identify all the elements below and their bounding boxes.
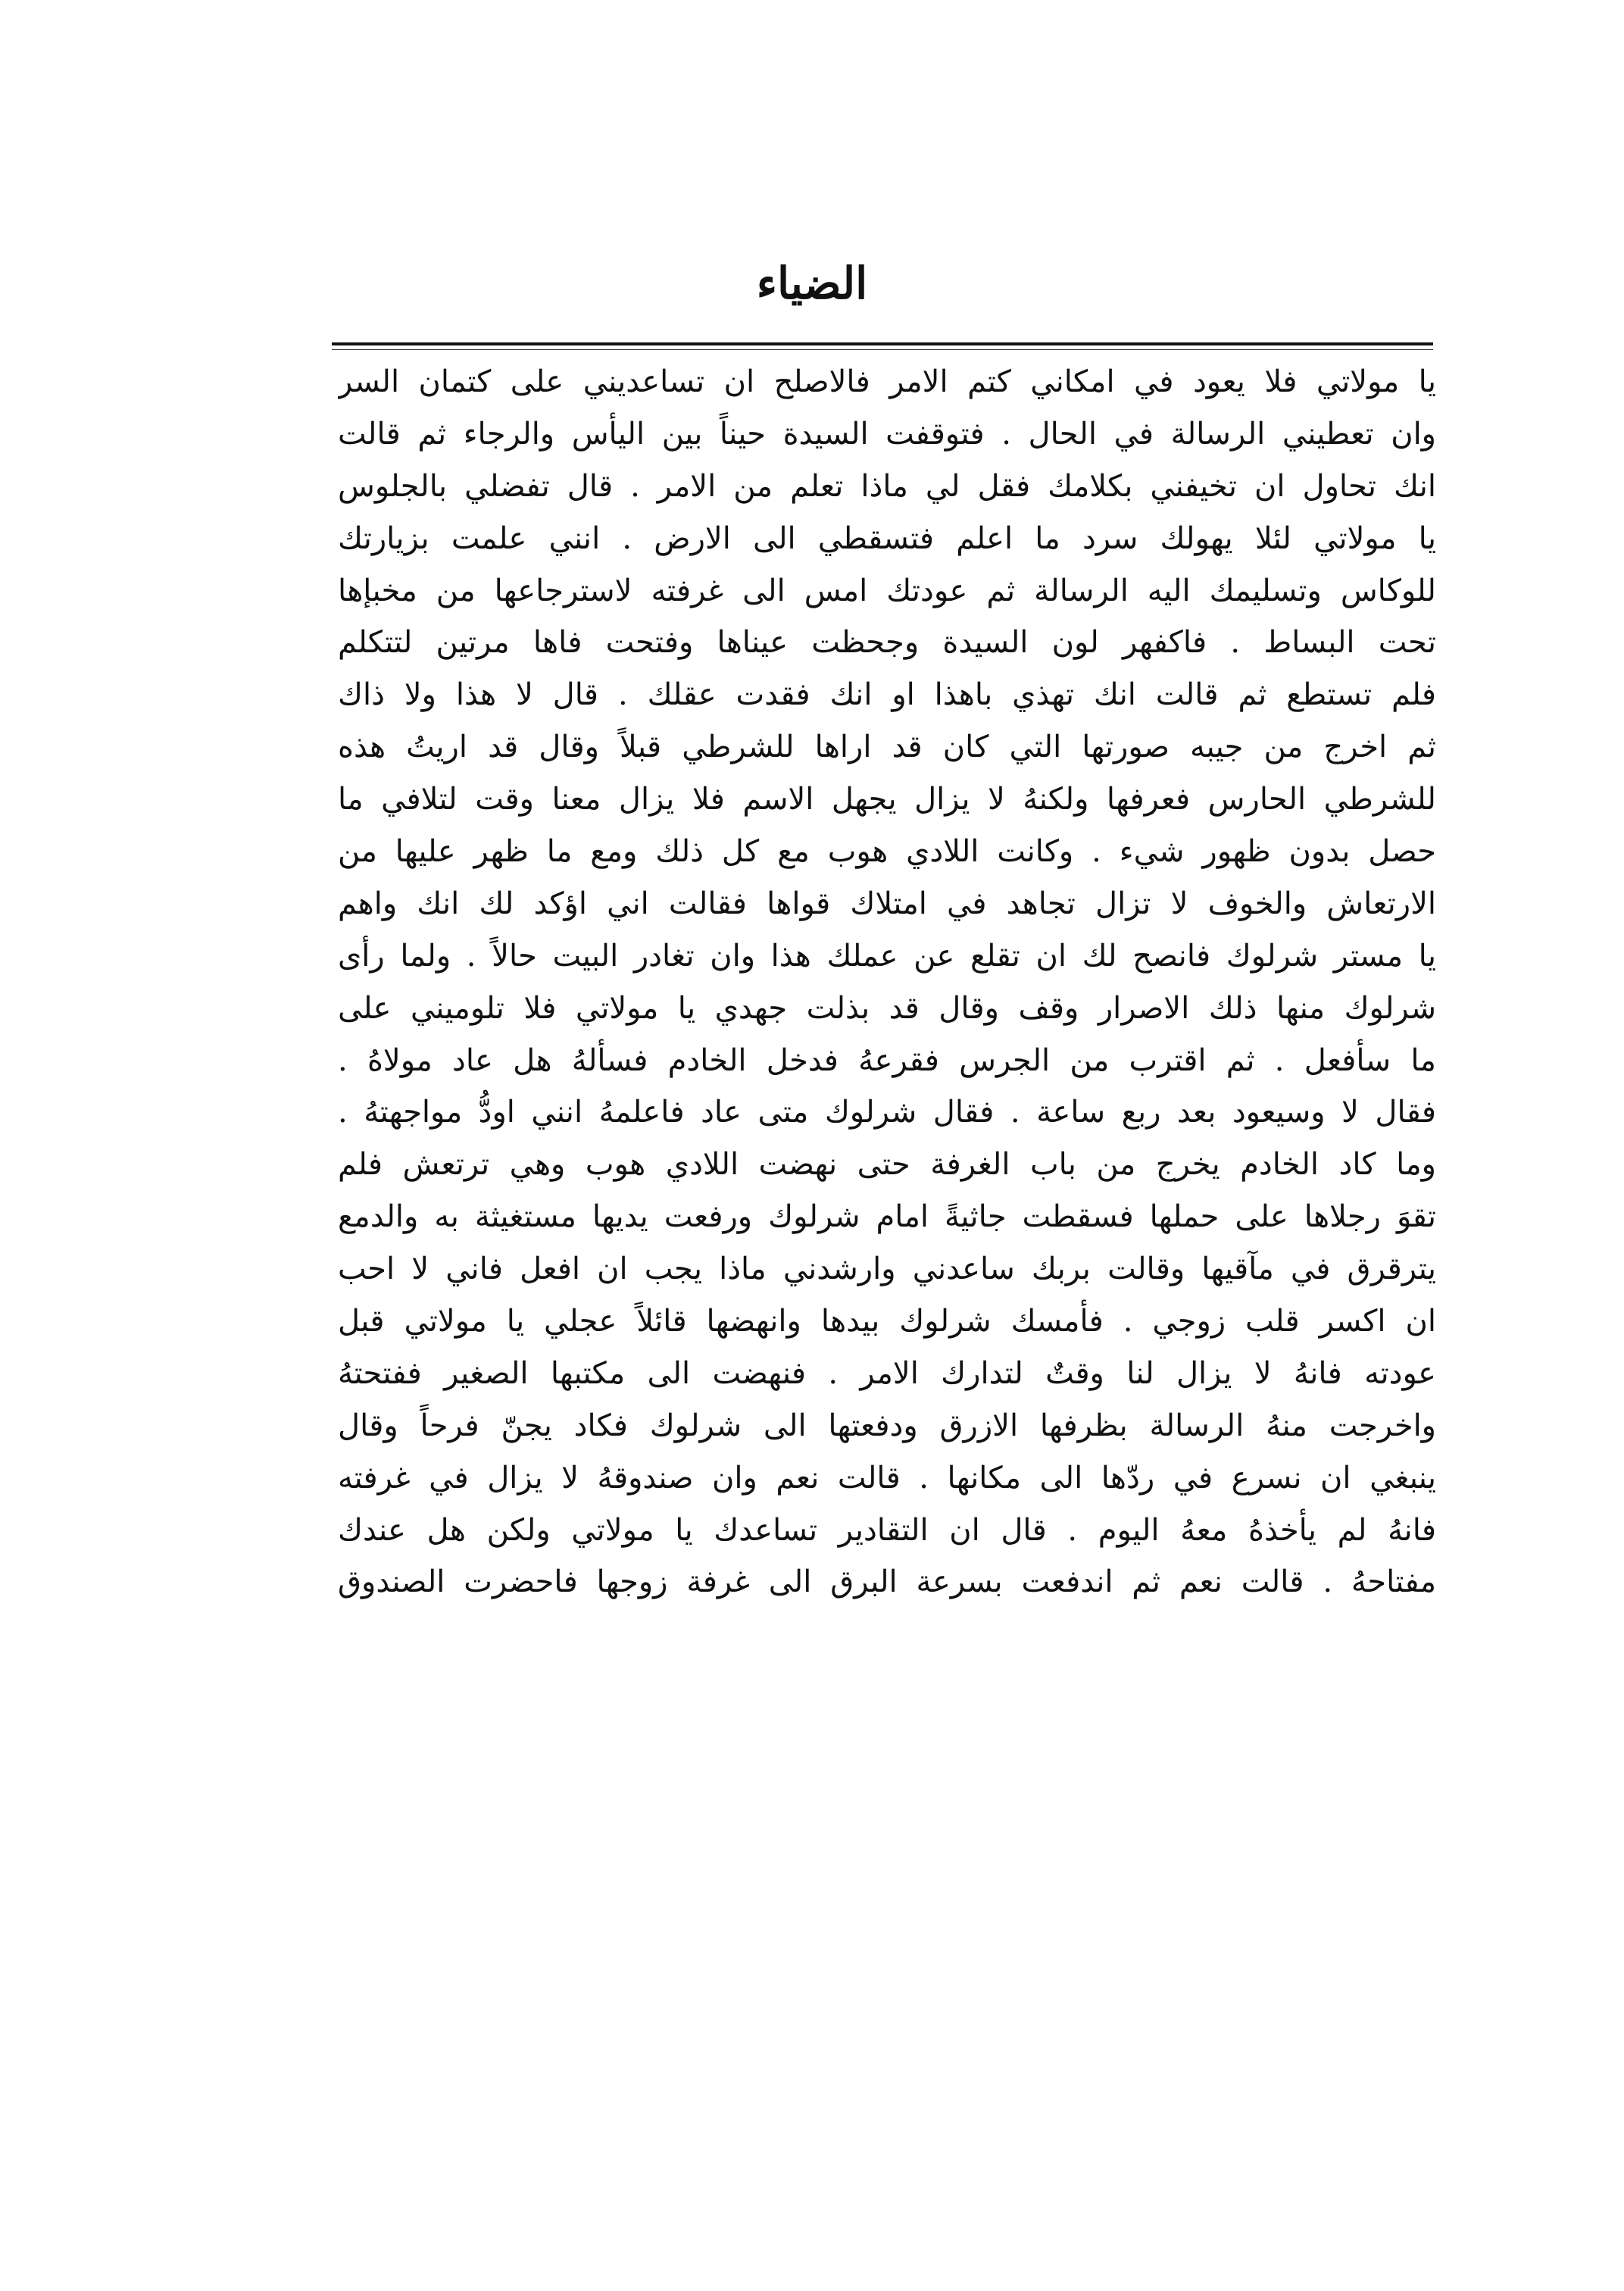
header-rule-thin bbox=[332, 349, 1433, 350]
text-line: للشرطي الحارس فعرفها ولكنهُ لا يزال يجهل الاسم فلا يزال معنا وقت لتلافي ما bbox=[338, 782, 1436, 817]
text-line: ينبغي ان نسرع في ردّها الى مكانها . قالت نعم وان صندوقهُ لا يزال في غرفته bbox=[338, 1460, 1436, 1496]
text-line: وان تعطيني الرسالة في الحال . فتوقفت السيدة حيناً بين اليأس والرجاء ثم قالت bbox=[338, 416, 1436, 452]
text-line: واخرجت منهُ الرسالة بظرفها الازرق ودفعتها الى شرلوك فكاد يجنّ فرحاً وقال bbox=[338, 1408, 1436, 1443]
text-line: يا مستر شرلوك فانصح لك ان تقلع عن عملك هذا وان تغادر البيت حالاً . ولما رأى bbox=[338, 938, 1436, 974]
text-line: تقوَ رجلاها على حملها فسقطت جاثيةً امام شرلوك ورفعت يديها مستغيثة به والدمع bbox=[338, 1199, 1436, 1235]
text-line: انك تحاول ان تخيفني بكلامك فقل لي ماذا تعلم من الامر . قال تفضلي بالجلوس bbox=[338, 468, 1436, 504]
text-line: فانهُ لم يأخذهُ معهُ اليوم . قال ان التقادير تساعدك يا مولاتي ولكن هل عندك bbox=[338, 1512, 1436, 1548]
text-line: عودته فانهُ لا يزال لنا وقتٌ لتدارك الامر . فنهضت الى مكتبها الصغير ففتحتهُ bbox=[338, 1355, 1436, 1391]
text-line: وما كاد الخادم يخرج من باب الغرفة حتى نهضت اللادي هوب وهي ترتعش فلم bbox=[338, 1147, 1436, 1183]
text-line: الارتعاش والخوف لا تزال تجاهد في امتلاك قواها فقالت اني اؤكد لك انك واهم bbox=[338, 886, 1436, 921]
text-line: يترقرق في مآقيها وقالت بربك ساعدني وارشدني ماذا يجب ان افعل فاني لا احب bbox=[338, 1252, 1436, 1287]
text-line: للوكاس وتسليمك اليه الرسالة ثم عودتك امس الى غرفته لاسترجاعها من مخبإها bbox=[338, 573, 1436, 608]
text-line: حصل بدون ظهور شيء . وكانت اللادي هوب مع كل ذلك ومع ما ظهر عليها من bbox=[338, 834, 1436, 870]
text-line: فقال لا وسيعود بعد ربع ساعة . فقال شرلوك متى عاد فاعلمهُ انني اودُّ مواجهتهُ . bbox=[338, 1095, 1436, 1130]
text-line: يا مولاتي فلا يعود في امكاني كتم الامر فالاصلح ان تساعديني على كتمان السر bbox=[338, 364, 1436, 399]
body-text bbox=[338, 356, 1436, 1608]
page-title: الضياء bbox=[756, 258, 868, 309]
text-line: ما سأفعل . ثم اقترب من الجرس فقرعهُ فدخل الخادم فسألهُ هل عاد مولاهُ . bbox=[338, 1042, 1436, 1078]
text-line: فلم تستطع ثم قالت انك تهذي باهذا او انك فقدت عقلك . قال لا هذا ولا ذاك bbox=[338, 677, 1436, 713]
text-line: مفتاحهُ . قالت نعم ثم اندفعت بسرعة البرق الى غرفة زوجها فاحضرت الصندوق bbox=[338, 1564, 1436, 1600]
text-line: تحت البساط . فاكفهر لون السيدة وجحظت عيناها وفتحت فاها مرتين لتتكلم bbox=[338, 625, 1436, 661]
text-line: ثم اخرج من جيبه صورتها التي كان قد اراها للشرطي قبلاً وقال قد اريتُ هذه bbox=[338, 730, 1436, 765]
text-line: يا مولاتي لئلا يهولك سرد ما اعلم فتسقطي الى الارض . انني علمت بزيارتك bbox=[338, 520, 1436, 556]
text-line: ان اكسر قلب زوجي . فأمسك شرلوك بيدها وانهضها قائلاً عجلي يا مولاتي قبل bbox=[338, 1304, 1436, 1339]
text-line: شرلوك منها ذلك الاصرار وقف وقال قد بذلت جهدي يا مولاتي فلا تلوميني على bbox=[338, 990, 1436, 1026]
header-rule-thick bbox=[332, 342, 1433, 345]
